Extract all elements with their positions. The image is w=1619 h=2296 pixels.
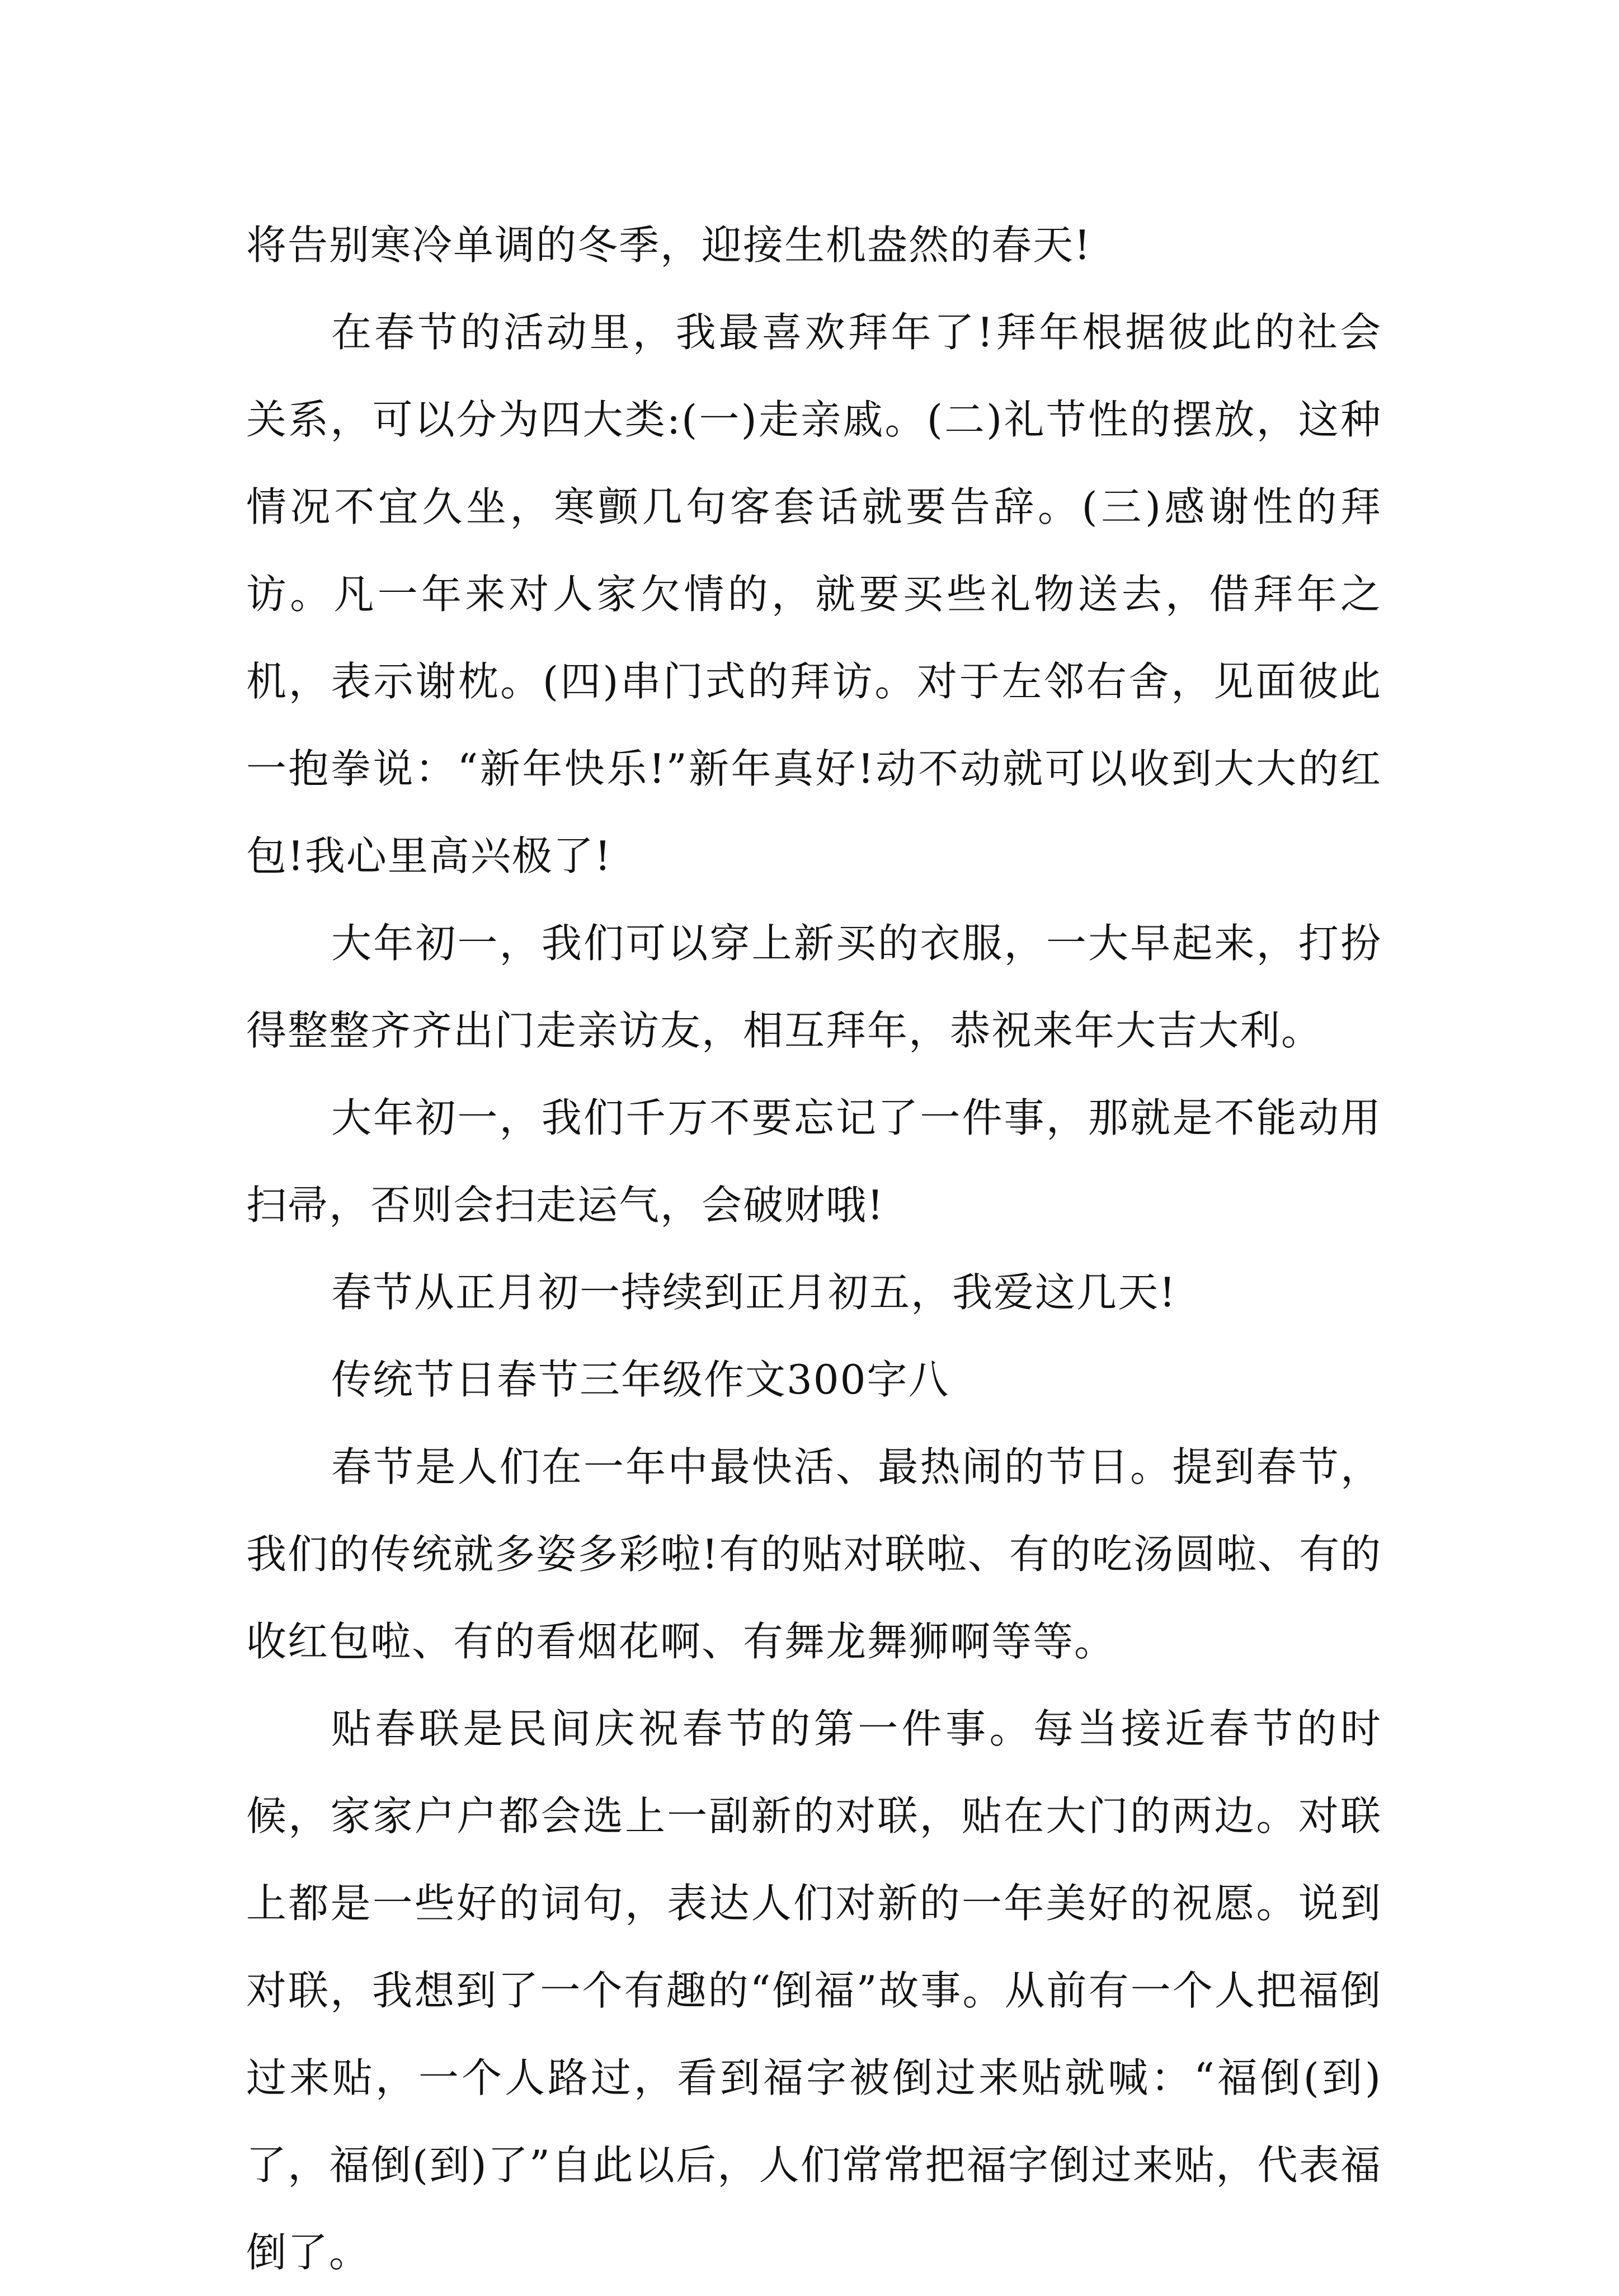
paragraph-new-clothes: 大年初一，我们可以穿上新买的衣服，一大早起来，打扮得整整齐齐出门走亲访友，相互拜年，恭祝来年大吉大利。	[246, 920, 1382, 1054]
paragraph-new-year-visits: 在春节的活动里，我最喜欢拜年了!拜年根据彼此的社会关系，可以分为四大类:(一)走亲戚。(二)礼节性的摆放，这种情况不宜久坐，寒颤几句客套话就要告辞。(三)感谢性的拜访。凡一年来对人家欠情的，就要买些礼物送去，借拜年之机，表示谢枕。(四)串门式的拜访。对于左邻右舍，见面彼此一抱拳说：“新年快乐!”新年真好!动不动就可以收到大大的红包!我心里高兴极了!	[246, 309, 1382, 879]
paragraph-broom-taboo: 大年初一，我们千万不要忘记了一件事，那就是不能动用扫帚，否则会扫走运气，会破财哦!	[246, 1094, 1382, 1229]
paragraph-continuation: 将告别寒冷单调的冬季，迎接生机盎然的春天!	[246, 222, 1091, 269]
essay-heading-eight: 传统节日春节三年级作文300字八	[331, 1356, 950, 1403]
paragraph-spring-festival-intro: 春节是人们在一年中最快活、最热闹的节日。提到春节，我们的传统就多姿多彩啦!有的贴对联啦、有的吃汤圆啦、有的收红包啦、有的看烟花啊、有舞龙舞狮啊等等。	[246, 1443, 1382, 1665]
essay-body	[246, 201, 1382, 2296]
paragraph-couplets-story: 贴春联是民间庆祝春节的第一件事。每当接近春节的时候，家家户户都会选上一副新的对联，贴在大门的两边。对联上都是一些好的词句，表达人们对新的一年美好的祝愿。说到对联，我想到了一个有趣的“倒福”故事。从前有一个人把福倒过来贴，一个人路过，看到福字被倒过来贴就喊：“福倒(到)了，福倒(到)了”自此以后，人们常常把福字倒过来贴，代表福倒了。	[246, 1705, 1382, 2276]
paragraph-love-these-days: 春节从正月初一持续到正月初五，我爱这几天!	[331, 1269, 1176, 1316]
